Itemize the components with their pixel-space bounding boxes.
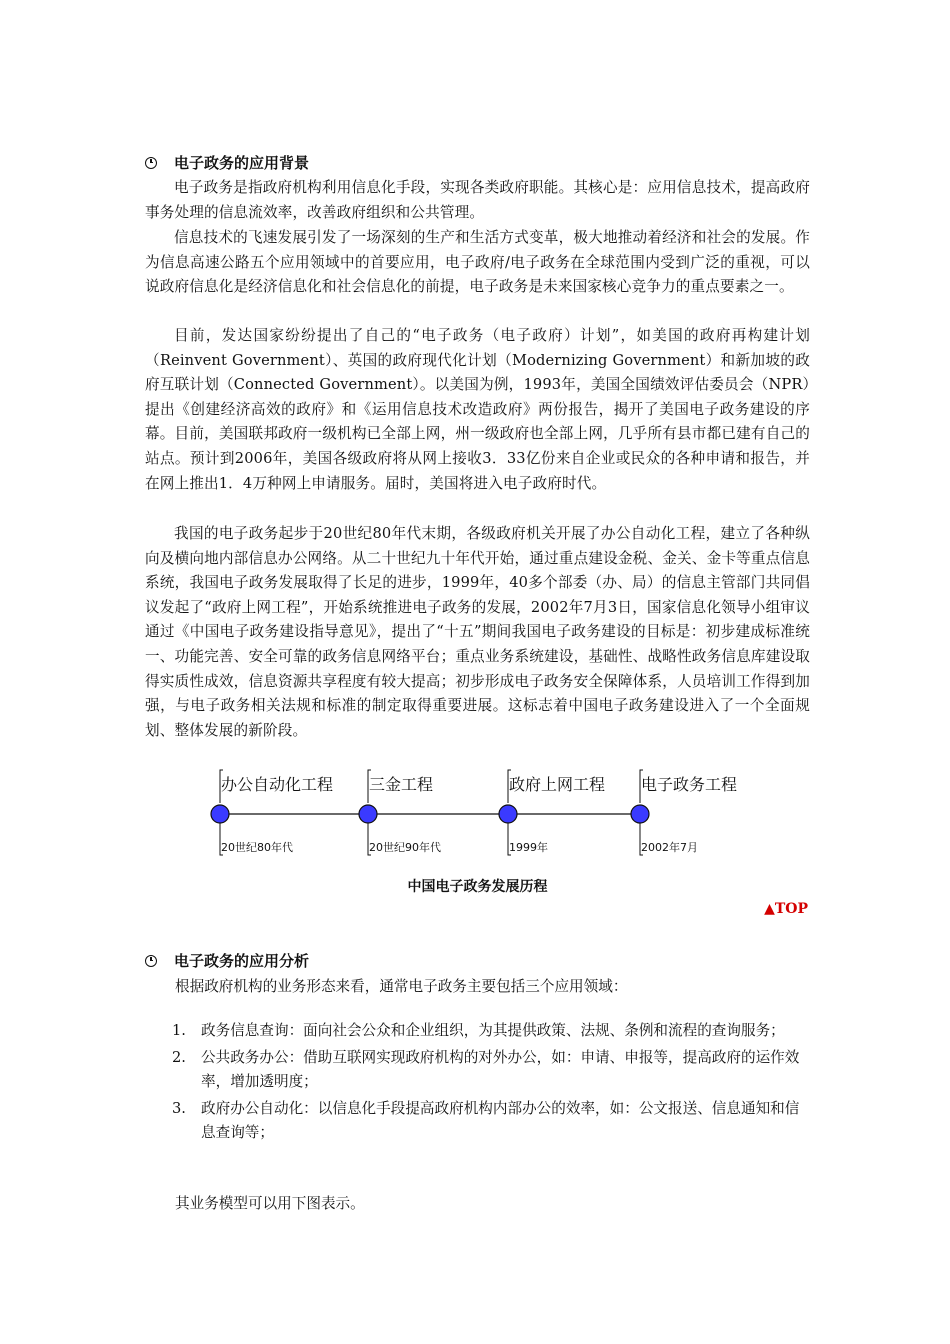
milestone-name: 电子政务工程 [641, 775, 738, 794]
section-heading-text: 电子政务的应用分析 [174, 952, 310, 970]
paragraph-developed-countries: 目前，发达国家纷纷提出了自己的“电子政务（电子政府）计划”，如美国的政府再构建计划（Reinvent Government）、英国的政府现代化计划（Modernizing Government）和新加坡的政府互联计划（Connected Government）。以美国为例，1993年，美国全国绩效评估委员会（NPR）提出《创建经济高效的政府》和《运用信息技术改造政府》两份报告，揭开了美国电子政务建设的序幕。目前，美国联邦政府一级机构已全部上网，州一级政府也全部上网，几乎所有县市都已建有自己的站点。预计到2006年，美国各级政府将从网上接收3．33亿份来自企业或民众的各种申请和报告，并在网上推出1．4万种网上申请服务。届时，美国将进入电子政府时代。 [145, 327, 810, 492]
list-item [172, 1046, 812, 1095]
milestone-dot [499, 805, 517, 823]
list-item-number: 2. [172, 1048, 186, 1066]
milestone-date: 20世纪80年代 [221, 841, 293, 854]
application-areas-list [172, 1019, 812, 1146]
back-to-top-link[interactable]: ▲TOP [764, 901, 808, 917]
list-item-text: 政府办公自动化：以信息化手段提高政府机构内部办公的效率，如：公文报送、信息通知和信息查询等； [201, 1099, 800, 1142]
milestone-name: 政府上网工程 [509, 775, 606, 794]
list-item [172, 1019, 812, 1044]
clock-icon [145, 157, 157, 169]
milestone-name: 三金工程 [369, 775, 434, 794]
paragraph-it-development: 信息技术的飞速发展引发了一场深刻的生产和生活方式变革，极大地推动着经济和社会的发展。作为信息高速公路五个应用领域中的首要应用，电子政府/电子政务在全球范围内受到广泛的重视，可以说政府信息化是经济信息化和社会信息化的前提，电子政务是未来国家核心竞争力的重点要素之一。 [145, 229, 810, 296]
milestone-dot [211, 805, 229, 823]
milestone-dot [359, 805, 377, 823]
list-item-text: 公共政务办公：借助互联网实现政府机构的对外办公，如：申请、申报等，提高政府的运作效率，增加透明度； [201, 1048, 800, 1091]
milestone-name: 办公自动化工程 [221, 775, 334, 794]
analysis-intro: 根据政府机构的业务形态来看，通常电子政务主要包括三个应用领域： [175, 978, 628, 995]
milestone-date: 2002年7月 [641, 841, 698, 854]
milestone-dot [631, 805, 649, 823]
milestone-date: 20世纪90年代 [369, 841, 441, 854]
list-item-text: 政务信息查询：面向社会公众和企业组织，为其提供政策、法规、条例和流程的查询服务； [201, 1022, 785, 1039]
section-heading-text: 电子政务的应用背景 [174, 154, 310, 172]
section-heading-analysis [145, 950, 309, 971]
paragraph-definition: 电子政务是指政府机构利用信息化手段，实现各类政府职能。其核心是：应用信息技术，提高政府事务处理的信息流效率，改善政府组织和公共管理。 [145, 179, 810, 221]
analysis-outro: 其业务模型可以用下图表示。 [175, 1195, 365, 1212]
section-heading-background [145, 152, 309, 173]
timeline-diagram [200, 765, 760, 865]
list-item [172, 1097, 812, 1146]
timeline-caption: 中国电子政务发展历程 [407, 879, 548, 895]
milestone-date: 1999年 [509, 841, 548, 854]
list-item-number: 3. [172, 1099, 186, 1117]
list-item-number: 1. [172, 1022, 186, 1039]
paragraph-china-development: 我国的电子政务起步于20世纪80年代末期，各级政府机关开展了办公自动化工程，建立了各种纵向及横向地内部信息办公网络。从二十世纪九十年代开始，通过重点建设金税、金关、金卡等重点信息系统，我国电子政务发展取得了长足的进步，1999年，40多个部委（办、局）的信息主管部门共同倡议发起了“政府上网工程”，开始系统推进电子政务的发展，2002年7月3日，国家信息化领导小组审议通过《中国电子政务建设指导意见》，提出了“十五”期间我国电子政务建设的目标是：初步建成标准统一、功能完善、安全可靠的政务信息网络平台；重点业务系统建设，基础性、战略性政务信息库建设取得实质性成效，信息资源共享程度有较大提高；初步形成电子政务安全保障体系，人员培训工作得到加强，与电子政务相关法规和标准的制定取得重要进展。这标志着中国电子政务建设进入了一个全面规划、整体发展的新阶段。 [145, 525, 810, 739]
clock-icon [145, 955, 157, 967]
